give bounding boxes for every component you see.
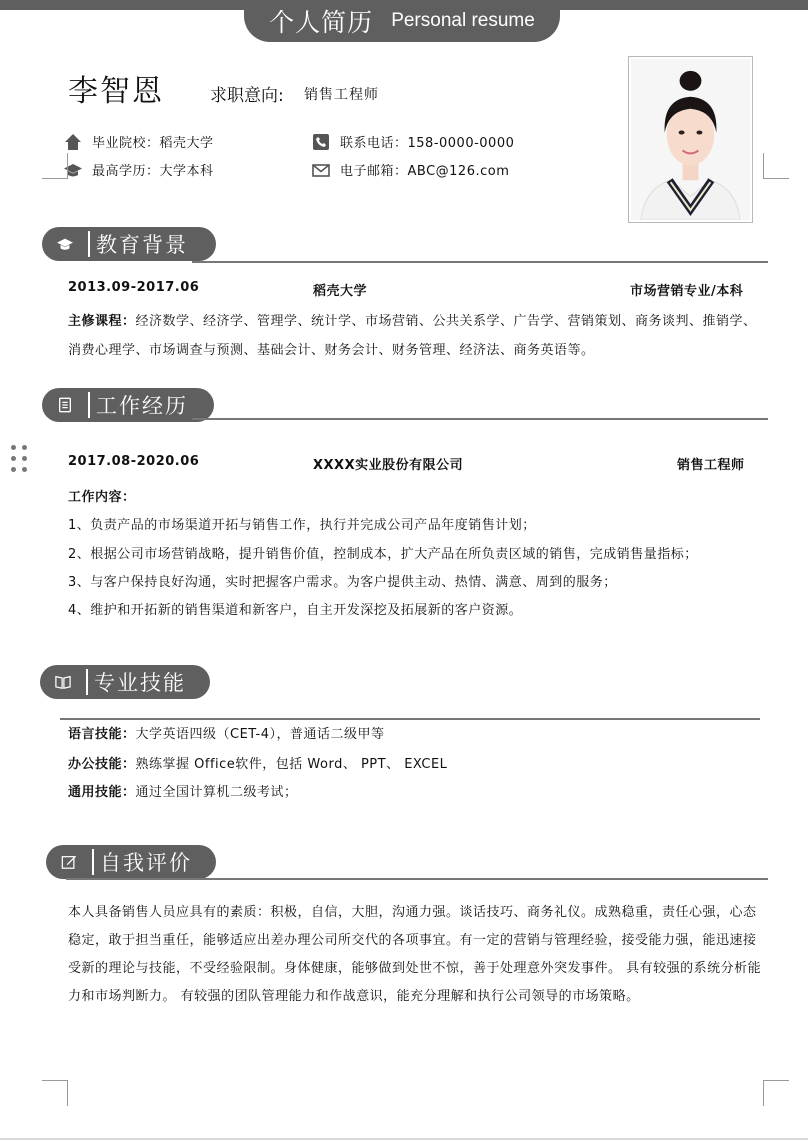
work-item: 2、根据公司市场营销战略，提升销售价值，控制成本，扩大产品在所负责区域的销售，完成销售量指标；	[68, 547, 698, 562]
work-title: 工作经历	[96, 394, 188, 418]
skills-title: 专业技能	[94, 671, 186, 695]
degree-text: 最高学历：大学本科	[92, 164, 214, 179]
self-eval-section-header	[46, 845, 768, 881]
skill-label: 通用技能：	[68, 785, 136, 800]
corner-mark-top-left	[42, 153, 68, 179]
corner-mark-bottom-left	[42, 1080, 68, 1106]
skill-text: 通过全国计算机二级考试；	[135, 785, 298, 800]
drag-handle-icon[interactable]	[10, 445, 30, 475]
email-info	[312, 160, 509, 179]
section-divider	[60, 718, 760, 720]
document-list-icon	[42, 397, 88, 413]
work-item: 3、与客户保持良好沟通，实时把握客户需求。为客户提供主动、热情、满意、周到的服务；	[68, 575, 617, 590]
corner-mark-bottom-right	[763, 1080, 789, 1106]
skills-section-header	[40, 665, 762, 701]
work-position: 销售工程师	[677, 458, 745, 473]
house-icon	[64, 133, 82, 151]
resume-title-cn: 个人简历	[269, 8, 374, 37]
resume-title-tab	[244, 0, 560, 42]
candidate-name: 李智恩	[68, 74, 164, 109]
courses-label: 主修课程：	[68, 314, 136, 329]
skill-text: 熟练掌握 Office软件，包括 Word、 PPT、 EXCEL	[135, 757, 448, 772]
book-icon	[40, 674, 86, 690]
skill-item-office	[68, 753, 447, 772]
education-section-header	[42, 227, 768, 263]
job-intention-value: 销售工程师	[304, 87, 379, 103]
degree-info	[64, 160, 214, 179]
skill-item-general	[68, 781, 298, 800]
education-pill	[42, 227, 216, 261]
phone-info	[312, 132, 514, 151]
education-courses	[68, 307, 768, 365]
education-title: 教育背景	[96, 233, 188, 257]
skill-label: 语言技能：	[68, 727, 136, 742]
job-intention-label: 求职意向:	[210, 86, 284, 106]
school-info	[64, 132, 214, 151]
work-pill	[42, 388, 214, 422]
page-bottom-edge	[0, 1138, 808, 1140]
phone-text: 联系电话：158-0000-0000	[340, 136, 515, 151]
profile-photo	[628, 56, 753, 223]
envelope-icon	[312, 161, 330, 179]
section-divider	[66, 878, 768, 880]
work-content-label: 工作内容：	[68, 490, 136, 505]
skill-item-language	[68, 723, 385, 742]
self-eval-title: 自我评价	[100, 851, 192, 875]
email-text: 电子邮箱：ABC@126.com	[340, 164, 510, 179]
education-school: 稻壳大学	[313, 284, 368, 299]
education-period: 2013.09-2017.06	[68, 280, 200, 295]
skill-label: 办公技能：	[68, 757, 136, 772]
work-item: 4、维护和开拓新的销售渠道和新客户，自主开发深挖及拓展新的客户资源。	[68, 603, 523, 618]
work-section-header	[42, 388, 768, 424]
skills-pill	[40, 665, 210, 699]
section-divider	[192, 261, 768, 263]
section-divider	[192, 418, 768, 420]
school-text: 毕业院校：稻壳大学	[92, 136, 214, 151]
work-period: 2017.08-2020.06	[68, 454, 200, 469]
self-eval-text: 本人具备销售人员应具有的素质：积极，自信，大胆，沟通力强。谈话技巧、商务礼仪。成熟稳重，责任心强，心态稳定，敢于担当重任，能够适应出差办理公司所交代的各项事宜。有一定的营销与管理经验，接受能力强，能迅速接受新的理论与技能，不受经验限制。身体健康，能够做到处世不惊，善于处理意外突发事件。 具有较强的系统分析能力和市场判断力。 有较强的团队管理能力和作战意识，能充分理解和执行公司领导的市场策略。	[68, 905, 762, 1004]
resume-title-en: Personal resume	[391, 10, 535, 31]
skill-text: 大学英语四级（CET-4），普通话二级甲等	[135, 727, 385, 742]
courses-text: 经济数学、经济学、管理学、统计学、市场营销、公共关系学、广告学、营销策划、商务谈判、推销学、消费心理学、市场调查与预测、基础会计、财务会计、财务管理、经济法、商务英语等。	[68, 314, 757, 358]
self-eval-pill	[46, 845, 216, 879]
education-major: 市场营销专业/本科	[630, 284, 744, 299]
edit-icon	[46, 854, 92, 870]
work-item: 1、负责产品的市场渠道开拓与销售工作，执行并完成公司产品年度销售计划；	[68, 518, 536, 533]
corner-mark-top-right	[763, 153, 789, 179]
work-company: XXXX实业股份有限公司	[313, 458, 464, 473]
graduation-cap-icon	[42, 236, 88, 252]
phone-icon	[312, 133, 330, 151]
